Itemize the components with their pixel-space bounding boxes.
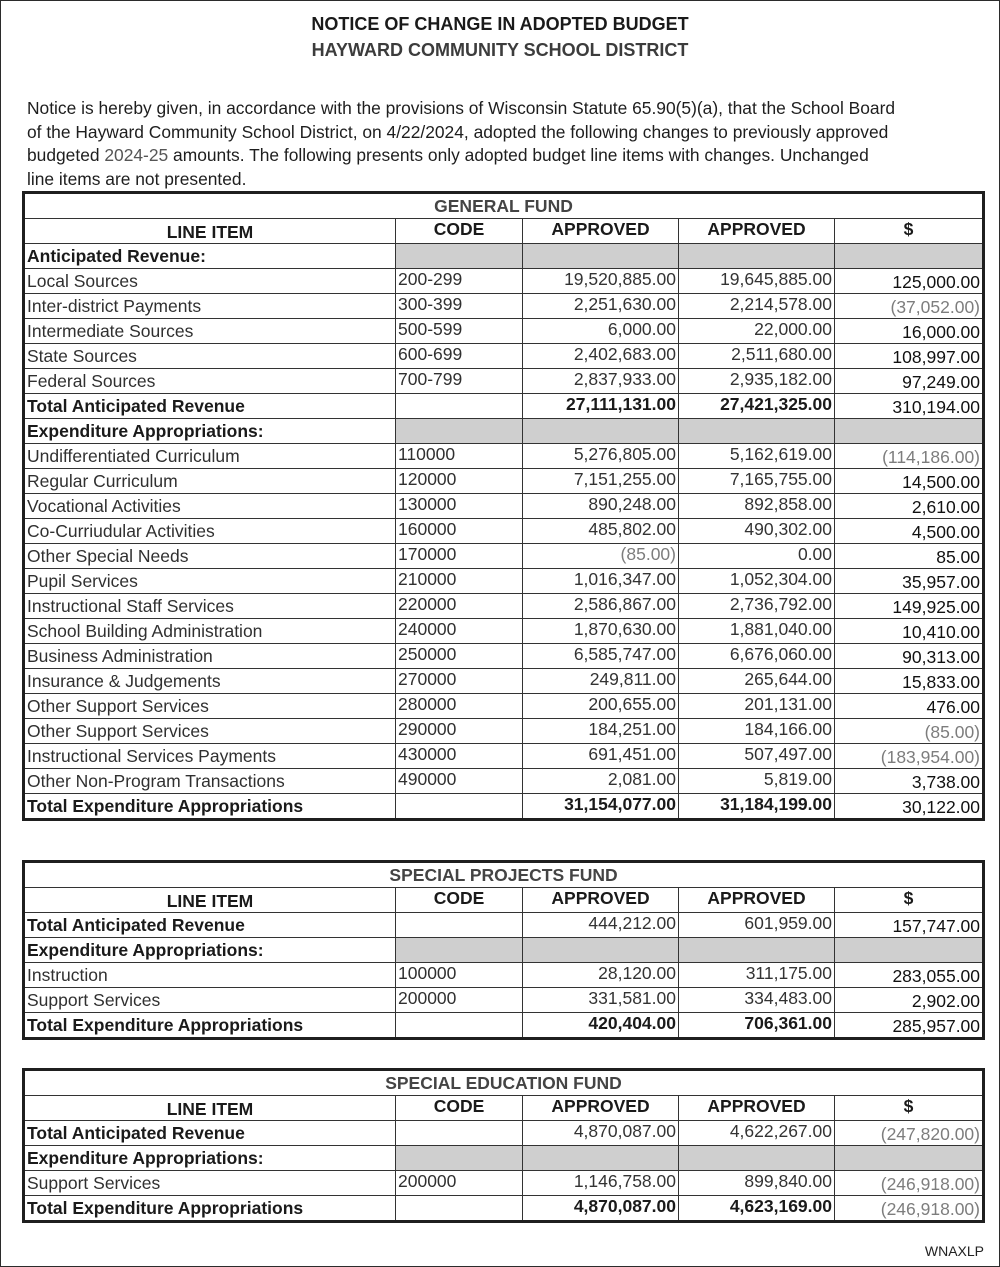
line-item-label: Expenditure Appropriations: [24,419,396,444]
notice-title: NOTICE OF CHANGE IN ADOPTED BUDGET [311,14,689,34]
approved-previous-amount: 331,581.00 [523,988,679,1013]
code-cell: 220000 [396,594,523,619]
change-amount: 108,997.00 [835,344,984,369]
code-cell: 100000 [396,963,523,988]
change-amount: 125,000.00 [835,269,984,294]
intro-line-2: of the Hayward Community School District, on 4/22/2024, adopted the following changes to previously approved [27,121,889,142]
approved-revised-amount: 892,858.00 [679,494,835,519]
code-cell: 200000 [396,988,523,1013]
approved-revised-amount: 265,644.00 [679,669,835,694]
line-item-label: School Building Administration [24,619,396,644]
approved-revised-cell [679,938,835,963]
approved-revised-amount: 4,623,169.00 [679,1196,835,1222]
approved-revised-amount: 706,361.00 [679,1013,835,1039]
change-amount: 90,313.00 [835,644,984,669]
table-row [24,319,984,344]
column-header-code: CODE [396,888,523,913]
approved-previous-cell [523,244,679,269]
code-cell [396,394,523,419]
code-cell [396,1146,523,1171]
approved-previous-amount: 6,585,747.00 [523,644,679,669]
approved-previous-amount: 4,870,087.00 [523,1121,679,1146]
line-item-label: Total Expenditure Appropriations [24,1013,396,1039]
table-row [24,344,984,369]
approved-previous-amount: 420,404.00 [523,1013,679,1039]
approved-revised-amount: 2,736,792.00 [679,594,835,619]
approved-previous-amount: 249,811.00 [523,669,679,694]
intro-line-3 [27,144,977,168]
column-header-row [24,1096,984,1121]
line-item-label: Total Expenditure Appropriations [24,1196,396,1222]
approved-previous-amount: 5,276,805.00 [523,444,679,469]
line-item-label: Undifferentiated Curriculum [24,444,396,469]
table-row [24,269,984,294]
change-amount: 283,055.00 [835,963,984,988]
code-cell: 110000 [396,444,523,469]
total-row [24,1196,984,1222]
line-item-label: Intermediate Sources [24,319,396,344]
code-cell: 600-699 [396,344,523,369]
approved-previous-cell [523,1146,679,1171]
column-header-approved-revised: APPROVED [679,219,835,244]
table-row [24,544,984,569]
code-cell: 160000 [396,519,523,544]
approved-revised-amount: 27,421,325.00 [679,394,835,419]
line-item-label: Other Support Services [24,719,396,744]
approved-revised-amount: 507,497.00 [679,744,835,769]
change-amount: (247,820.00) [835,1121,984,1146]
change-amount: 476.00 [835,694,984,719]
total-row [24,794,984,820]
change-cell [835,419,984,444]
fund-title: SPECIAL PROJECTS FUND [24,862,984,888]
line-item-label: Total Anticipated Revenue [24,913,396,938]
column-header-row [24,888,984,913]
code-cell: 700-799 [396,369,523,394]
column-header-change: $ [835,219,984,244]
code-cell [396,244,523,269]
change-amount: 3,738.00 [835,769,984,794]
approved-previous-amount: 2,402,683.00 [523,344,679,369]
approved-previous-amount: 28,120.00 [523,963,679,988]
code-cell: 300-399 [396,294,523,319]
approved-revised-amount: 2,935,182.00 [679,369,835,394]
approved-revised-amount: 31,184,199.00 [679,794,835,820]
approved-revised-amount: 201,131.00 [679,694,835,719]
column-header-line-item: LINE ITEM [24,1096,396,1121]
code-cell [396,1013,523,1039]
line-item-label: Total Anticipated Revenue [24,394,396,419]
table-row [24,744,984,769]
table-row [24,669,984,694]
approved-previous-amount: 2,837,933.00 [523,369,679,394]
table-row [24,694,984,719]
approved-previous-amount: 6,000.00 [523,319,679,344]
approved-previous-amount: 200,655.00 [523,694,679,719]
fund-title: GENERAL FUND [24,193,984,219]
table-row [24,294,984,319]
approved-revised-amount: 334,483.00 [679,988,835,1013]
code-cell: 170000 [396,544,523,569]
change-amount: 285,957.00 [835,1013,984,1039]
special-projects-fund-table [22,860,985,1040]
approved-revised-amount: 1,052,304.00 [679,569,835,594]
line-item-label: Regular Curriculum [24,469,396,494]
approved-revised-cell [679,244,835,269]
table-row [24,1171,984,1196]
column-header-approved-revised: APPROVED [679,888,835,913]
column-header-change: $ [835,888,984,913]
approved-previous-amount: 2,251,630.00 [523,294,679,319]
table-row [24,988,984,1013]
table-row [24,369,984,394]
budget-year: 2024-25 [104,145,169,165]
line-item-label: Co-Curriudular Activities [24,519,396,544]
table-row [24,619,984,644]
column-header-code: CODE [396,1096,523,1121]
change-amount: (114,186.00) [835,444,984,469]
total-row [24,394,984,419]
code-cell: 500-599 [396,319,523,344]
change-amount: (246,918.00) [835,1171,984,1196]
table-row [24,719,984,744]
column-header-approved-revised: APPROVED [679,1096,835,1121]
approved-previous-amount: 4,870,087.00 [523,1196,679,1222]
code-cell: 280000 [396,694,523,719]
approved-previous-amount: 691,451.00 [523,744,679,769]
intro-line-3a: budgeted [27,145,105,165]
fund-title-row [24,862,984,888]
approved-previous-amount: 890,248.00 [523,494,679,519]
approved-revised-amount: 6,676,060.00 [679,644,835,669]
change-amount: (85.00) [835,719,984,744]
intro-line-4: line items are not presented. [27,168,247,189]
code-cell [396,794,523,820]
line-item-label: Support Services [24,988,396,1013]
change-amount: 10,410.00 [835,619,984,644]
change-cell [835,1146,984,1171]
change-amount: (37,052.00) [835,294,984,319]
section-header-row [24,244,984,269]
line-item-label: Expenditure Appropriations: [24,938,396,963]
approved-revised-amount: 19,645,885.00 [679,269,835,294]
line-item-label: Expenditure Appropriations: [24,1146,396,1171]
line-item-label: Support Services [24,1171,396,1196]
table-row [24,594,984,619]
approved-previous-amount: 444,212.00 [523,913,679,938]
code-cell [396,913,523,938]
change-cell [835,244,984,269]
column-header-line-item: LINE ITEM [24,888,396,913]
change-cell [835,938,984,963]
total-row [24,1121,984,1146]
approved-revised-cell [679,419,835,444]
change-amount: 149,925.00 [835,594,984,619]
column-header-line-item: LINE ITEM [24,219,396,244]
change-amount: 35,957.00 [835,569,984,594]
table-row [24,769,984,794]
approved-previous-amount: 19,520,885.00 [523,269,679,294]
line-item-label: Pupil Services [24,569,396,594]
code-cell: 270000 [396,669,523,694]
approved-revised-amount: 601,959.00 [679,913,835,938]
line-item-label: Vocational Activities [24,494,396,519]
publication-code: WNAXLP [924,1243,984,1259]
code-cell: 200-299 [396,269,523,294]
district-name: HAYWARD COMMUNITY SCHOOL DISTRICT [311,40,689,60]
table-row [24,444,984,469]
line-item-label: Instructional Staff Services [24,594,396,619]
line-item-label: Total Anticipated Revenue [24,1121,396,1146]
approved-revised-amount: 5,819.00 [679,769,835,794]
approved-previous-amount: 2,586,867.00 [523,594,679,619]
code-cell: 130000 [396,494,523,519]
approved-revised-amount: 490,302.00 [679,519,835,544]
line-item-label: State Sources [24,344,396,369]
approved-revised-amount: 184,166.00 [679,719,835,744]
column-header-approved-previous: APPROVED [523,219,679,244]
column-header-approved-previous: APPROVED [523,888,679,913]
line-item-label: Instructional Services Payments [24,744,396,769]
approved-revised-amount: 2,214,578.00 [679,294,835,319]
change-amount: 2,610.00 [835,494,984,519]
change-amount: 30,122.00 [835,794,984,820]
code-cell: 210000 [396,569,523,594]
column-header-row [24,219,984,244]
change-amount: 97,249.00 [835,369,984,394]
code-cell: 490000 [396,769,523,794]
line-item-label: Business Administration [24,644,396,669]
approved-revised-amount: 22,000.00 [679,319,835,344]
approved-revised-amount: 1,881,040.00 [679,619,835,644]
intro-line-3b: amounts. The following presents only adopted budget line items with changes. Unchanged [168,145,869,165]
total-row [24,1013,984,1039]
table-row [24,569,984,594]
approved-previous-amount: 7,151,255.00 [523,469,679,494]
change-amount: (183,954.00) [835,744,984,769]
line-item-label: Anticipated Revenue: [24,244,396,269]
code-cell: 120000 [396,469,523,494]
code-cell [396,938,523,963]
code-cell: 290000 [396,719,523,744]
approved-previous-amount: 2,081.00 [523,769,679,794]
section-header-row [24,419,984,444]
line-item-label: Instruction [24,963,396,988]
line-item-label: Insurance & Judgements [24,669,396,694]
table-row [24,644,984,669]
approved-previous-amount: (85.00) [523,544,679,569]
approved-revised-amount: 899,840.00 [679,1171,835,1196]
line-item-label: Other Support Services [24,694,396,719]
general-fund-table [22,191,985,821]
line-item-label: Total Expenditure Appropriations [24,794,396,820]
line-item-label: Federal Sources [24,369,396,394]
notice-paragraph [27,97,977,191]
fund-title-row [24,193,984,219]
intro-line-1: Notice is hereby given, in accordance with the provisions of Wisconsin Statute 65.90(5)(a), that the School Board [27,98,896,118]
approved-previous-amount: 1,870,630.00 [523,619,679,644]
change-amount: 85.00 [835,544,984,569]
code-cell: 240000 [396,619,523,644]
approved-previous-amount: 1,016,347.00 [523,569,679,594]
total-row [24,913,984,938]
table-row [24,519,984,544]
column-header-code: CODE [396,219,523,244]
special-education-fund-table [22,1068,985,1223]
approved-revised-cell [679,1146,835,1171]
table-row [24,469,984,494]
approved-previous-cell [523,938,679,963]
code-cell [396,1121,523,1146]
approved-previous-amount: 27,111,131.00 [523,394,679,419]
section-header-row [24,938,984,963]
fund-title: SPECIAL EDUCATION FUND [24,1070,984,1096]
change-amount: (246,918.00) [835,1196,984,1222]
table-row [24,963,984,988]
approved-revised-amount: 2,511,680.00 [679,344,835,369]
code-cell [396,1196,523,1222]
approved-previous-cell [523,419,679,444]
approved-revised-amount: 311,175.00 [679,963,835,988]
approved-revised-amount: 0.00 [679,544,835,569]
column-header-change: $ [835,1096,984,1121]
approved-previous-amount: 1,146,758.00 [523,1171,679,1196]
code-cell: 250000 [396,644,523,669]
approved-revised-amount: 7,165,755.00 [679,469,835,494]
change-amount: 14,500.00 [835,469,984,494]
change-amount: 4,500.00 [835,519,984,544]
line-item-label: Other Special Needs [24,544,396,569]
code-cell: 200000 [396,1171,523,1196]
approved-revised-amount: 5,162,619.00 [679,444,835,469]
change-amount: 157,747.00 [835,913,984,938]
code-cell [396,419,523,444]
change-amount: 15,833.00 [835,669,984,694]
approved-previous-amount: 184,251.00 [523,719,679,744]
fund-title-row [24,1070,984,1096]
change-amount: 310,194.00 [835,394,984,419]
line-item-label: Local Sources [24,269,396,294]
approved-revised-amount: 4,622,267.00 [679,1121,835,1146]
column-header-approved-previous: APPROVED [523,1096,679,1121]
change-amount: 16,000.00 [835,319,984,344]
approved-previous-amount: 485,802.00 [523,519,679,544]
change-amount: 2,902.00 [835,988,984,1013]
line-item-label: Inter-district Payments [24,294,396,319]
code-cell: 430000 [396,744,523,769]
approved-previous-amount: 31,154,077.00 [523,794,679,820]
line-item-label: Other Non-Program Transactions [24,769,396,794]
section-header-row [24,1146,984,1171]
table-row [24,494,984,519]
